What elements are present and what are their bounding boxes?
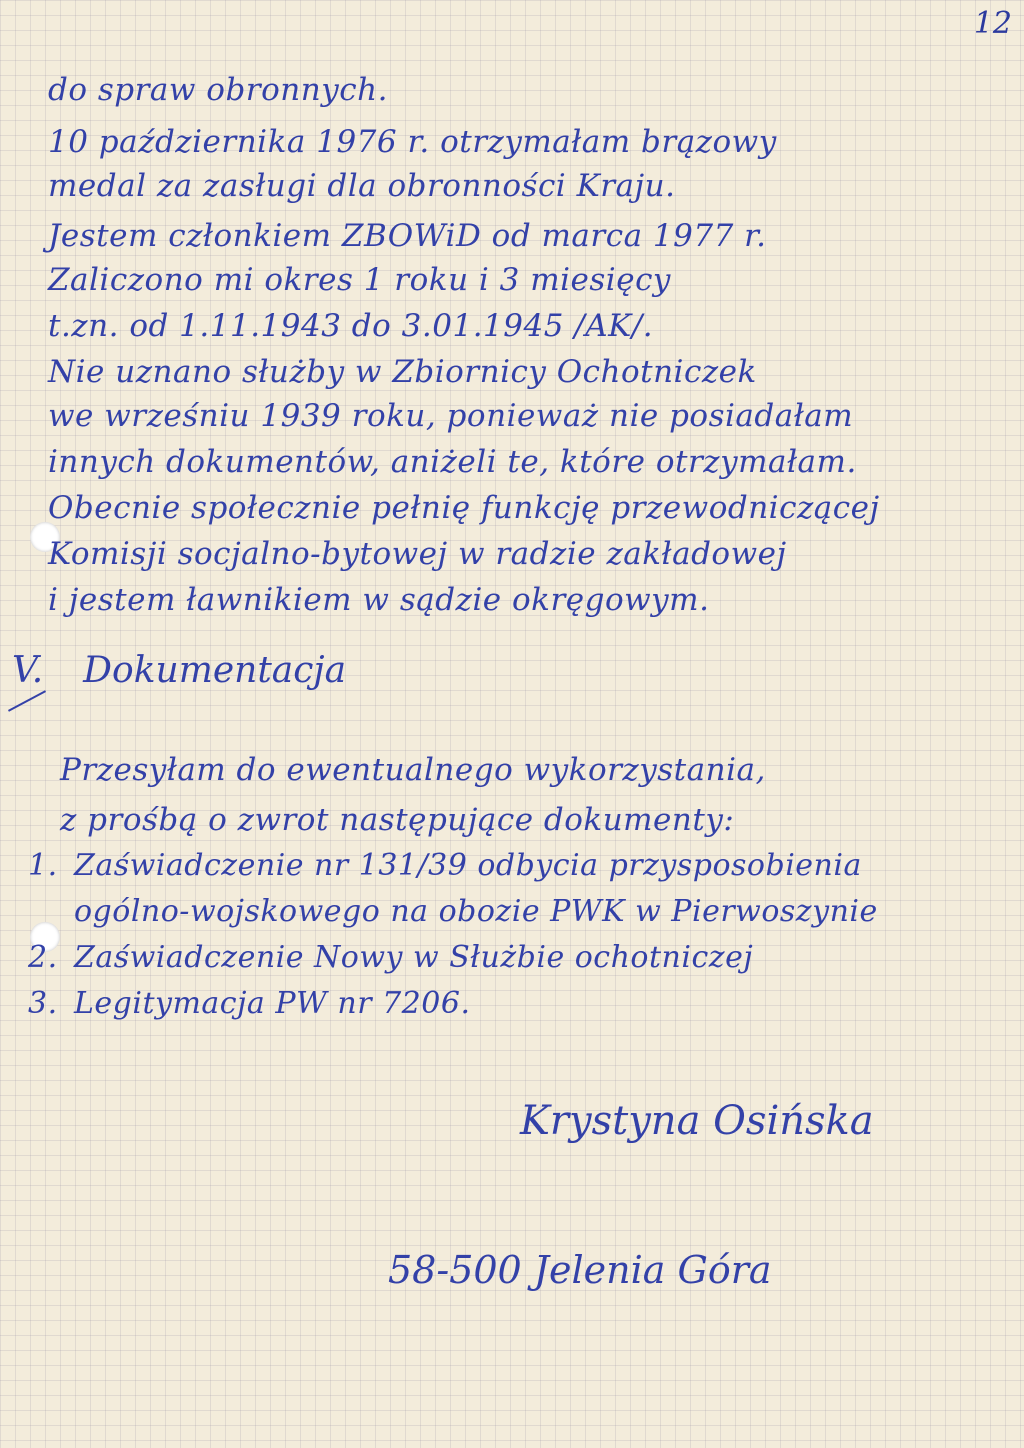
- list-item-continuation: ogólno-wojskowego na obozie PWK w Pierwoszynie: [74, 894, 878, 929]
- list-marker: 2.: [28, 940, 58, 975]
- text-line: t.zn. od 1.11.1943 do 3.01.1945 /AK/.: [48, 308, 654, 344]
- list-item-text: Zaświadczenie Nowy w Służbie ochotniczej: [74, 940, 754, 975]
- text-line: Obecnie społecznie pełnię funkcję przewodniczącej: [48, 490, 880, 526]
- text-line: 10 października 1976 r. otrzymałam brązowy: [48, 124, 777, 160]
- text-line: z prośbą o zwrot następujące dokumenty:: [60, 802, 735, 838]
- text-line: innych dokumentów, aniżeli te, które otrzymałam.: [48, 444, 857, 480]
- list-item: [28, 848, 862, 883]
- text-line: do spraw obronnych.: [48, 72, 388, 108]
- list-item: [28, 986, 470, 1021]
- section-number: V.: [12, 650, 44, 691]
- text-line: Jestem członkiem ZBOWiD od marca 1977 r.: [48, 218, 767, 254]
- page-number: 12: [973, 6, 1012, 41]
- section-title: Dokumentacja: [83, 650, 347, 691]
- text-line: i jestem ławnikiem w sądzie okręgowym.: [48, 582, 710, 618]
- text-line: medal za zasługi dla obronności Kraju.: [48, 168, 676, 204]
- text-line: Przesyłam do ewentualnego wykorzystania,: [60, 752, 766, 788]
- signature: Krystyna Osińska: [520, 1098, 874, 1144]
- text-line: Zaliczono mi okres 1 roku i 3 miesięcy: [48, 262, 671, 298]
- text-line: Komisji socjalno-bytowej w radzie zakładowej: [48, 536, 787, 572]
- section-heading: [12, 650, 346, 691]
- list-item-text: Legitymacja PW nr 7206.: [74, 986, 471, 1021]
- list-marker: 3.: [28, 986, 58, 1021]
- text-line: we wrześniu 1939 roku, ponieważ nie posiadałam: [48, 398, 854, 434]
- address: 58-500 Jelenia Góra: [388, 1248, 772, 1292]
- text-line: Nie uznano służby w Zbiornicy Ochotniczek: [48, 354, 757, 390]
- list-marker: 1.: [28, 848, 58, 883]
- list-item: [28, 940, 753, 975]
- section-underline: [8, 690, 46, 711]
- list-item-text: Zaświadczenie nr 131/39 odbycia przysposobienia: [74, 848, 862, 883]
